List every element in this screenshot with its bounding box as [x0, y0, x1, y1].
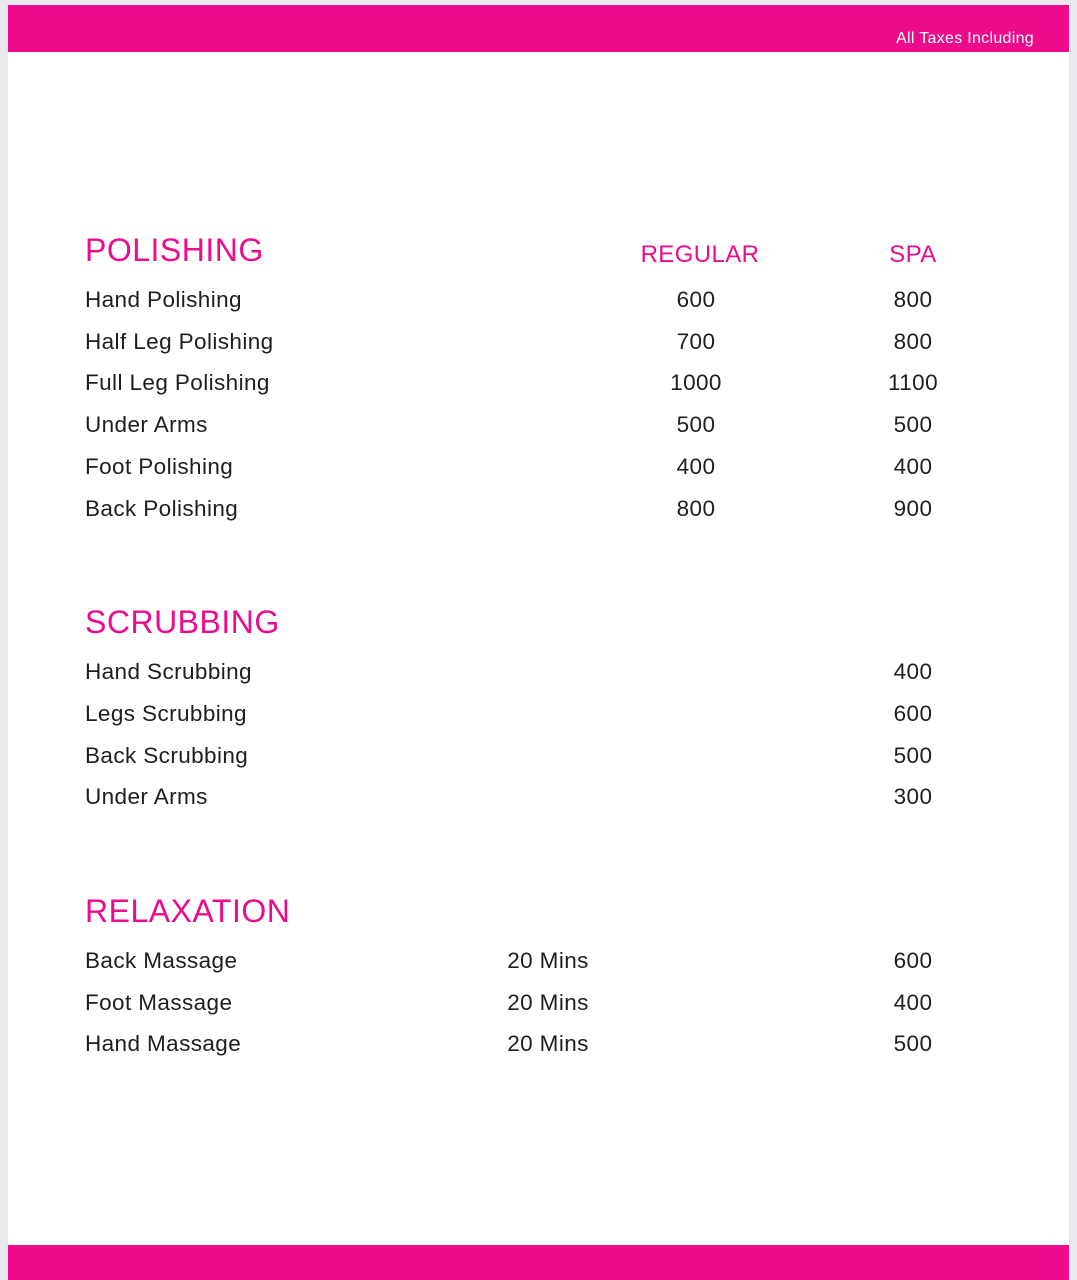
spa-price: 500	[893, 412, 933, 437]
service-name: Foot Massage	[85, 990, 233, 1015]
spa-price: 1100	[888, 370, 938, 395]
service-name: Hand Polishing	[85, 287, 242, 312]
spa-column-header: SPA	[889, 241, 937, 268]
price: 500	[893, 743, 933, 768]
table-row	[8, 493, 1069, 525]
spa-price: 800	[893, 329, 933, 354]
price: 500	[893, 1031, 933, 1056]
service-name: Hand Massage	[85, 1031, 242, 1056]
service-name: Hand Scrubbing	[85, 659, 252, 684]
top-banner	[8, 5, 1069, 52]
price: 400	[893, 659, 933, 684]
service-name: Under Arms	[85, 784, 208, 809]
table-row	[8, 987, 1069, 1019]
spa-price: 400	[893, 454, 933, 479]
table-row	[8, 656, 1069, 688]
table-row	[8, 781, 1069, 813]
relaxation-heading: RELAXATION	[85, 893, 291, 929]
regular-price: 400	[676, 454, 716, 479]
table-row	[8, 698, 1069, 730]
price: 400	[893, 990, 933, 1015]
price-list-page	[8, 5, 1069, 1280]
service-name: Back Polishing	[85, 496, 239, 521]
scrubbing-heading: SCRUBBING	[85, 604, 280, 640]
table-row	[8, 409, 1069, 441]
regular-price: 1000	[670, 370, 722, 395]
table-row	[8, 367, 1069, 399]
spa-price: 800	[893, 287, 933, 312]
price: 600	[893, 701, 933, 726]
table-row	[8, 945, 1069, 977]
regular-price: 500	[676, 412, 716, 437]
regular-price: 600	[676, 287, 716, 312]
service-name: Legs Scrubbing	[85, 701, 247, 726]
table-row	[8, 740, 1069, 772]
table-row	[8, 451, 1069, 483]
table-row	[8, 284, 1069, 316]
polishing-heading: POLISHING	[85, 232, 264, 268]
service-name: Full Leg Polishing	[85, 370, 270, 395]
service-name: Back Scrubbing	[85, 743, 249, 768]
duration: 20 Mins	[507, 1031, 589, 1056]
spa-price: 900	[893, 496, 933, 521]
tax-note: All Taxes Including	[896, 30, 1034, 47]
duration: 20 Mins	[507, 948, 589, 973]
table-row	[8, 1028, 1069, 1060]
regular-column-header: REGULAR	[640, 241, 760, 268]
bottom-banner	[8, 1245, 1069, 1280]
regular-price: 800	[676, 496, 716, 521]
service-name: Foot Polishing	[85, 454, 234, 479]
price: 600	[893, 948, 933, 973]
service-name: Under Arms	[85, 412, 208, 437]
service-name: Half Leg Polishing	[85, 329, 274, 354]
regular-price: 700	[676, 329, 716, 354]
price: 300	[893, 784, 933, 809]
service-name: Back Massage	[85, 948, 238, 973]
duration: 20 Mins	[507, 990, 589, 1015]
table-row	[8, 326, 1069, 358]
